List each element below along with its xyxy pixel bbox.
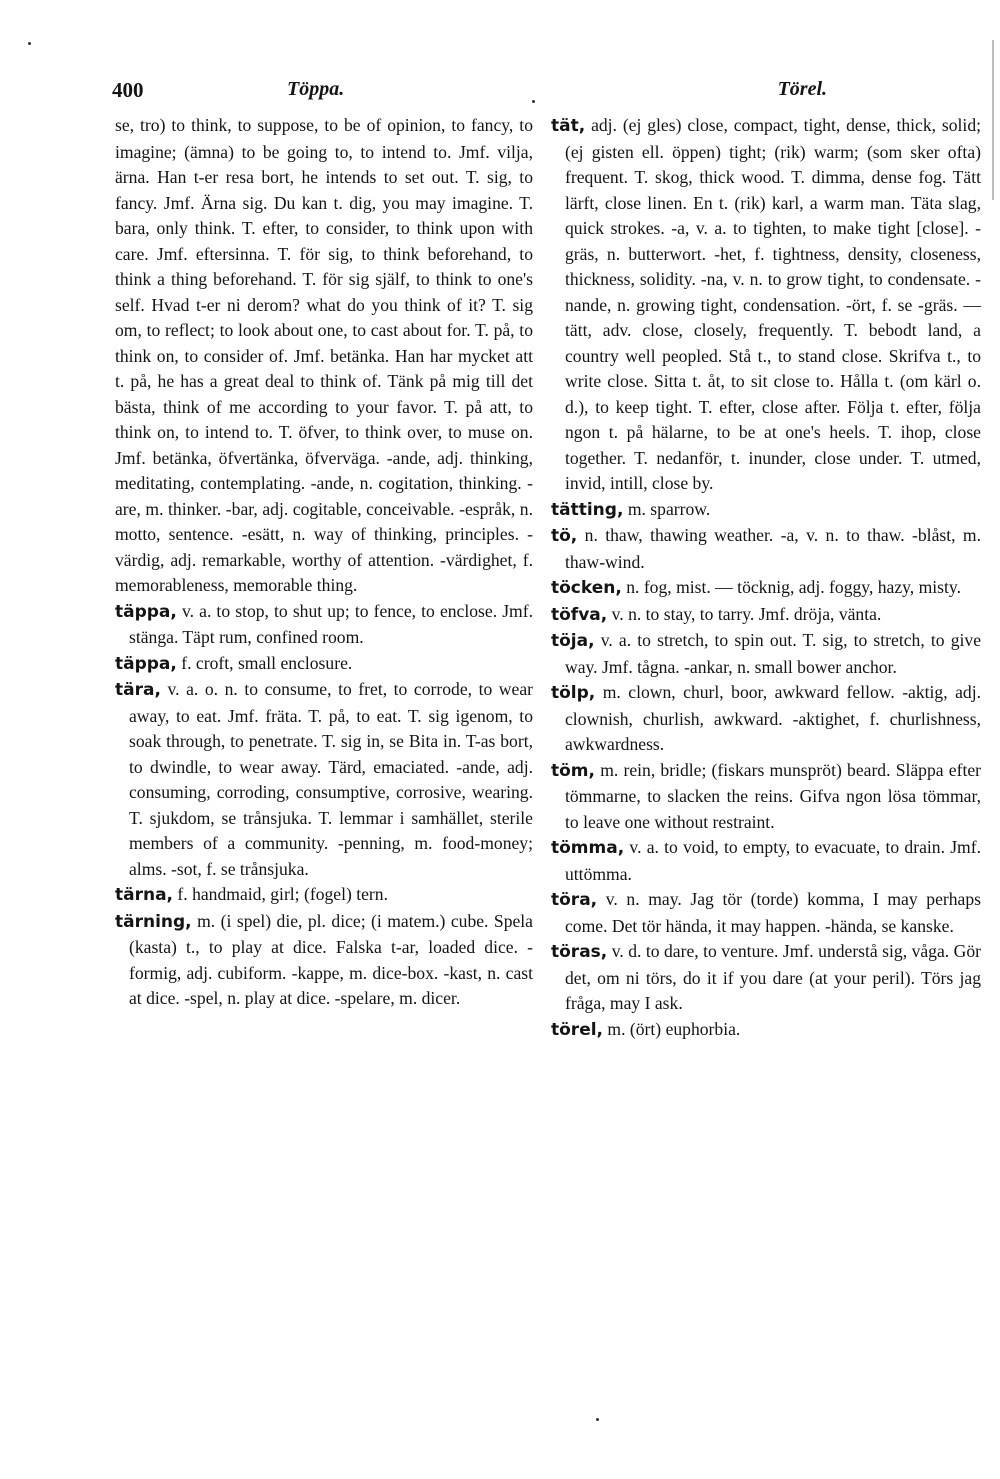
dictionary-entry xyxy=(115,599,533,651)
headword: töfva, xyxy=(551,604,608,625)
dictionary-entry xyxy=(551,523,981,575)
entry-text: m. (ört) euphorbia. xyxy=(607,1018,741,1039)
headword: töras, xyxy=(551,942,608,962)
ink-speck xyxy=(596,1418,599,1421)
dictionary-entry xyxy=(115,113,533,599)
dictionary-entry xyxy=(551,628,981,680)
dictionary-entry xyxy=(551,1017,981,1044)
headword: töm, xyxy=(551,760,595,781)
headword: tärna, xyxy=(115,885,174,905)
entry-text: m. rein, bridle; (fiskars munspröt) beard. Släppa efter tömmarne, to slacken the reins. Gifva ngon lösa tömmar, to leave one without restraint. xyxy=(565,759,981,832)
dictionary-entry xyxy=(551,939,981,1017)
headword: tärning, xyxy=(115,911,192,932)
dictionary-entry xyxy=(551,758,981,836)
entry-text: se, tro) to think, to suppose, to be of opinion, to fancy, to imagine; (ämna) to be going to, to intend to. Jmf. vilja, ärna. Han t-er resa bort, he intends to set out. T. sig, to fancy. Jmf. Ärna sig. Du kan t. dig, you may imagine. T. bara, only think. T. efter, to consider, to think upon with care. Jmf. eftersinna. T. för sig, to think beforehand, to think a thing beforehand. T. för sig själf, to think to one's self. Hvad t-er ni derom? what do you think of it? T. sig om, to reflect; to look about one, to cast about for. T. på, to think on, to consider of. Jmf. betänka. Han har mycket att t. på, he has a great deal to think of. Tänk på mig till det bästa, think of me according to your favor. T. på att, to think on, to intend to. T. öfver, to think over, to muse on. Jmf. betänka, öfvertänka, öfverväga. -ande, adj. thinking, meditating, contemplating. -ande, n. cogitation, thinking. -are, m. thinker. -bar, adj. cogitable, conceivable. -espråk, n. motto, sentence. -esätt, n. way of thinking, principles. -värdig, adj. remarkable, worthy of attention. -värdighet, f. memorableness, memorable thing. xyxy=(115,115,533,595)
headword: töcken, xyxy=(551,578,622,598)
entry-text: v. n. may. Jag tör (torde) komma, I may perhaps come. Det tör hända, it may happen. -hända, se kanske. xyxy=(565,889,981,936)
headword: tära, xyxy=(115,680,161,700)
right-column xyxy=(551,113,981,1043)
dictionary-entry xyxy=(551,113,981,497)
entry-text: f. croft, small enclosure. xyxy=(181,652,353,673)
headword: tömma, xyxy=(551,838,625,858)
entry-text: v. a. to stretch, to spin out. T. sig, to stretch, to give way. Jmf. tågna. -ankar, n. small bower anchor. xyxy=(565,630,981,677)
right-guide-word: Törel. xyxy=(777,78,827,100)
dictionary-entry xyxy=(551,680,981,758)
headword: töra, xyxy=(551,890,598,910)
headword: törel, xyxy=(551,1019,604,1040)
entry-text: v. n. to stay, to tarry. Jmf. dröja, vänta. xyxy=(611,603,882,624)
dictionary-entry xyxy=(551,835,981,887)
dictionary-entry xyxy=(551,602,981,629)
dictionary-entry xyxy=(115,909,533,1012)
entry-text: f. handmaid, girl; (fogel) tern. xyxy=(177,884,388,904)
headword: töja, xyxy=(551,631,595,651)
dictionary-entry xyxy=(551,575,981,602)
entry-text: n. fog, mist. — töcknig, adj. foggy, hazy, misty. xyxy=(626,577,961,597)
entry-text: m. clown, churl, boor, awkward fellow. -aktig, adj. clownish, churlish, awkward. -aktighet, f. churlishness, awkwardness. xyxy=(565,682,981,754)
headword: tät, xyxy=(551,116,586,136)
headword: tö, xyxy=(551,526,578,546)
page-edge-shadow xyxy=(992,40,994,200)
headword: täppa, xyxy=(115,601,177,622)
dictionary-entry xyxy=(115,677,533,882)
page-header xyxy=(112,78,827,110)
ink-speck xyxy=(28,42,31,45)
entry-text: adj. (ej gles) close, compact, tight, dense, thick, solid; (ej gisten ell. öppen) tight; (rik) warm; (som sker ofta) frequent. T. skog, thick wood. T. dimma, dense fog. Tätt lärft, close linen. En t. (rik) karl, a warm man. Täta slag, quick strokes. -a, v. a. to tighten, to make tight [close]. -gräs, n. butterwort. -het, f. tightness, density, closeness, thickness, solidity. -na, v. n. to grow tight, to condensate. -nande, n. growing tight, condensation. -ört, f. se -gräs. — tätt, adv. close, closely, frequently. T. bebodt land, a country well peopled. Stå t., to stand close. Skrifva t., to write close. Sitta t. åt, to sit close to. Hålla t. (om kärl o. d.), to keep tight. T. efter, close after. Följa t. efter, följa ngon t. på hälarne, to be at one's heels. T. ihop, close together. T. nedanför, t. inunder, close under. T. utmed, invid, intill, close by. xyxy=(565,115,981,493)
entry-text: m. (i spel) die, pl. dice; (i matem.) cube. Spela (kasta) t., to play at dice. Falska t-ar, loaded dice. -formig, adj. cubiform. -kappe, m. dice-box. -kast, n. cast at dice. -spel, n. play at dice. -spelare, m. dicer. xyxy=(129,910,533,1008)
entry-text: v. d. to dare, to venture. Jmf. understå sig, våga. Gör det, om ni törs, do it if you dare (at your peril). Törs jag fråga, may I ask. xyxy=(565,941,981,1013)
ink-speck xyxy=(532,100,535,103)
headword: tölp, xyxy=(551,683,596,703)
entry-text: v. a. o. n. to consume, to fret, to corrode, to wear away, to eat. Jmf. fräta. T. på, to eat. T. sig igenom, to soak through, to penetrate. T. sig in, se Bita in. T-as bort, to dwindle, to wear away. Tärd, emaciated. -ande, adj. consuming, corroding, consumptive, corrosive, wearing. T. sjukdom, se trånsjuka. T. lemmar i samhället, sterile members of a community. -penning, m. food-money; alms. -sot, f. se trånsjuka. xyxy=(129,679,533,879)
dictionary-entry xyxy=(551,887,981,939)
page-number: 400 xyxy=(112,78,144,102)
headword: tätting, xyxy=(551,499,624,520)
dictionary-entry xyxy=(115,651,533,678)
entry-text: n. thaw, thawing weather. -a, v. n. to thaw. -blåst, m. thaw-wind. xyxy=(565,525,981,572)
headword: täppa, xyxy=(115,653,177,674)
entry-text: v. a. to void, to empty, to evacuate, to drain. Jmf. uttömma. xyxy=(565,837,981,884)
dictionary-entry xyxy=(115,882,533,909)
entry-text: v. a. to stop, to shut up; to fence, to enclose. Jmf. stänga. Täpt rum, confined room. xyxy=(129,600,533,647)
left-column xyxy=(115,113,533,1012)
left-guide-word: Töppa. xyxy=(287,78,345,100)
dictionary-entry xyxy=(551,497,981,524)
entry-text: m. sparrow. xyxy=(627,498,711,519)
